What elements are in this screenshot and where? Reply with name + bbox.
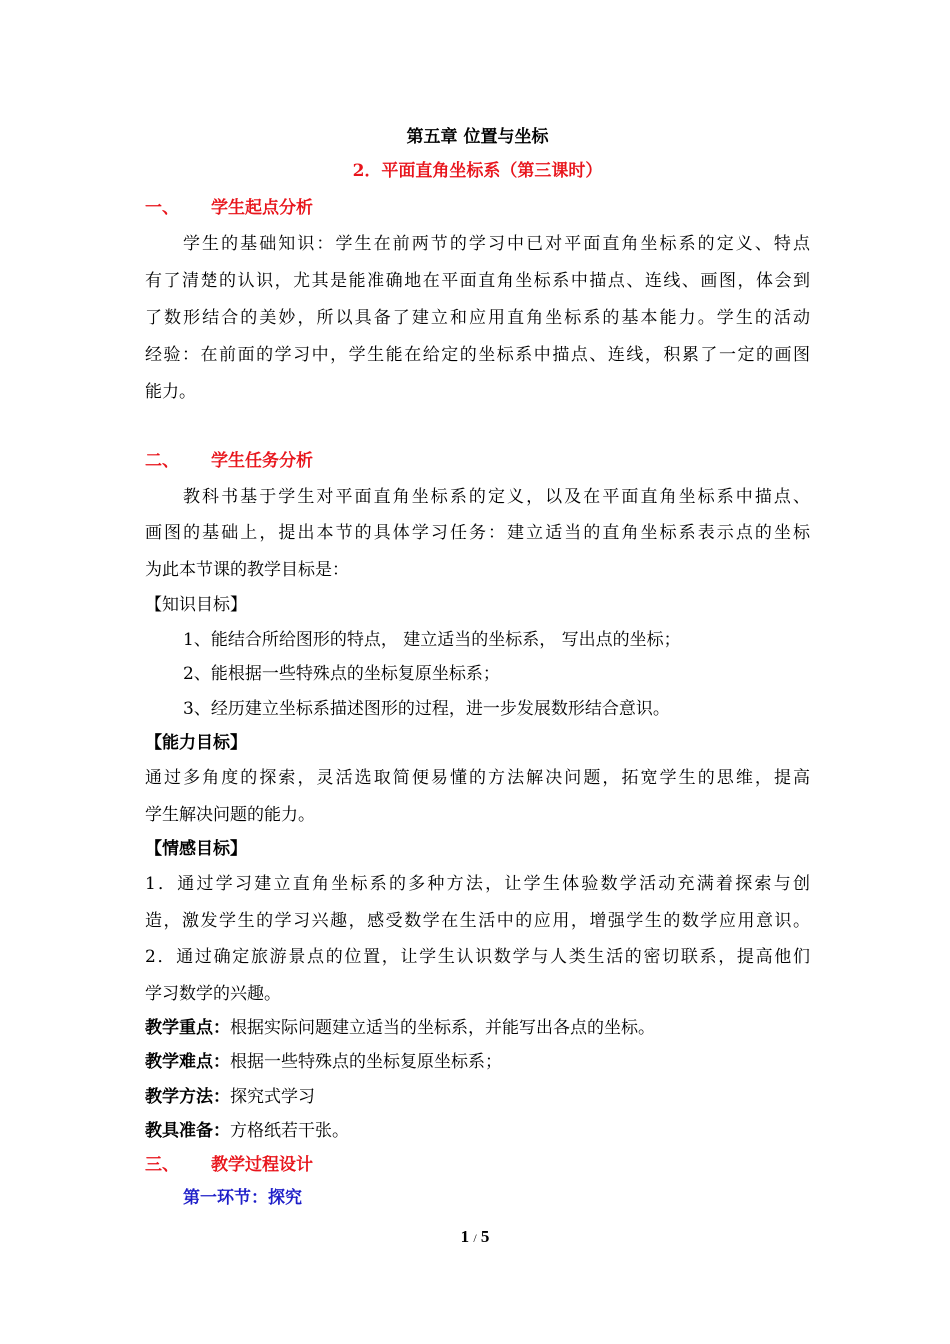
- teaching-difficulty: [145, 1050, 810, 1074]
- ability-heading: 【能力目标】: [145, 733, 247, 753]
- lesson-title: 2．平面直角坐标系（第三课时）: [352, 161, 603, 181]
- page-separator: /: [473, 1231, 477, 1245]
- section-heading-3: [145, 1153, 810, 1177]
- section-title: 教学过程设计: [211, 1155, 313, 1175]
- teaching-method: [145, 1085, 810, 1109]
- paragraph-line: 画图的基础上，提出本节的具体学习任务：建立适当的直角坐标系表示点的坐标: [145, 523, 810, 543]
- paragraph-line: 了数形结合的美妙，所以具备了建立和应用直角坐标系的基本能力。学生的活动: [145, 308, 810, 328]
- paragraph-line: 学习数学的兴趣。: [145, 984, 281, 1004]
- paragraph-line: 学生解决问题的能力。: [145, 805, 315, 825]
- knowledge-heading: 【知识目标】: [145, 595, 247, 615]
- paragraph-line: 为此本节课的教学目标是：: [145, 560, 349, 580]
- paragraph-line: 通过多角度的探索，灵活选取简便易懂的方法解决问题，拓宽学生的思维，提高: [145, 768, 810, 788]
- step-heading: 第一环节：探究: [183, 1188, 302, 1208]
- field-label: 教学方法：: [145, 1087, 230, 1107]
- teaching-tools: [145, 1119, 810, 1143]
- knowledge-item: 3、经历建立坐标系描述图形的过程，进一步发展数形结合意识。: [183, 699, 670, 719]
- teaching-key-point: [145, 1016, 810, 1040]
- emotion-heading: 【情感目标】: [145, 839, 247, 859]
- field-value: 方格纸若干张。: [230, 1121, 349, 1141]
- paragraph-line: 学生的基础知识：学生在前两节的学习中已对平面直角坐标系的定义、特点: [183, 234, 810, 254]
- section-title: 学生任务分析: [211, 451, 313, 471]
- field-label: 教学重点：: [145, 1018, 230, 1038]
- field-value: 根据一些特殊点的坐标复原坐标系；: [230, 1052, 502, 1072]
- section-number: 二、: [145, 451, 179, 471]
- knowledge-item: 2、能根据一些特殊点的坐标复原坐标系；: [183, 664, 500, 684]
- field-value: 根据实际问题建立适当的坐标系，并能写出各点的坐标。: [230, 1018, 655, 1038]
- paragraph-line: 能力。: [145, 382, 196, 402]
- section-number: 三、: [145, 1155, 179, 1175]
- section-heading-2: [145, 449, 810, 473]
- paragraph-line: 1．通过学习建立直角坐标系的多种方法，让学生体验数学活动充满着探索与创: [145, 874, 810, 894]
- page-number: [0, 1227, 950, 1247]
- knowledge-item: 1、能结合所给图形的特点， 建立适当的坐标系， 写出点的坐标；: [183, 630, 681, 650]
- paragraph-line: 教科书基于学生对平面直角坐标系的定义，以及在平面直角坐标系中描点、: [183, 487, 810, 507]
- paragraph-line: 造，激发学生的学习兴趣，感受数学在生活中的应用，增强学生的数学应用意识。: [145, 911, 810, 931]
- section-heading-1: [145, 196, 810, 220]
- field-value: 探究式学习: [230, 1087, 315, 1107]
- total-pages: 5: [480, 1227, 490, 1246]
- section-title: 学生起点分析: [211, 198, 313, 218]
- chapter-title: 第五章 位置与坐标: [406, 127, 549, 147]
- current-page: 1: [460, 1227, 470, 1246]
- section-number: 一、: [145, 198, 179, 218]
- paragraph-line: 2．通过确定旅游景点的位置，让学生认识数学与人类生活的密切联系，提高他们: [145, 947, 810, 967]
- field-label: 教学难点：: [145, 1052, 230, 1072]
- field-label: 教具准备：: [145, 1121, 230, 1141]
- paragraph-line: 有了清楚的认识，尤其是能准确地在平面直角坐标系中描点、连线、画图，体会到: [145, 271, 810, 291]
- paragraph-line: 经验：在前面的学习中，学生能在给定的坐标系中描点、连线，积累了一定的画图: [145, 345, 810, 365]
